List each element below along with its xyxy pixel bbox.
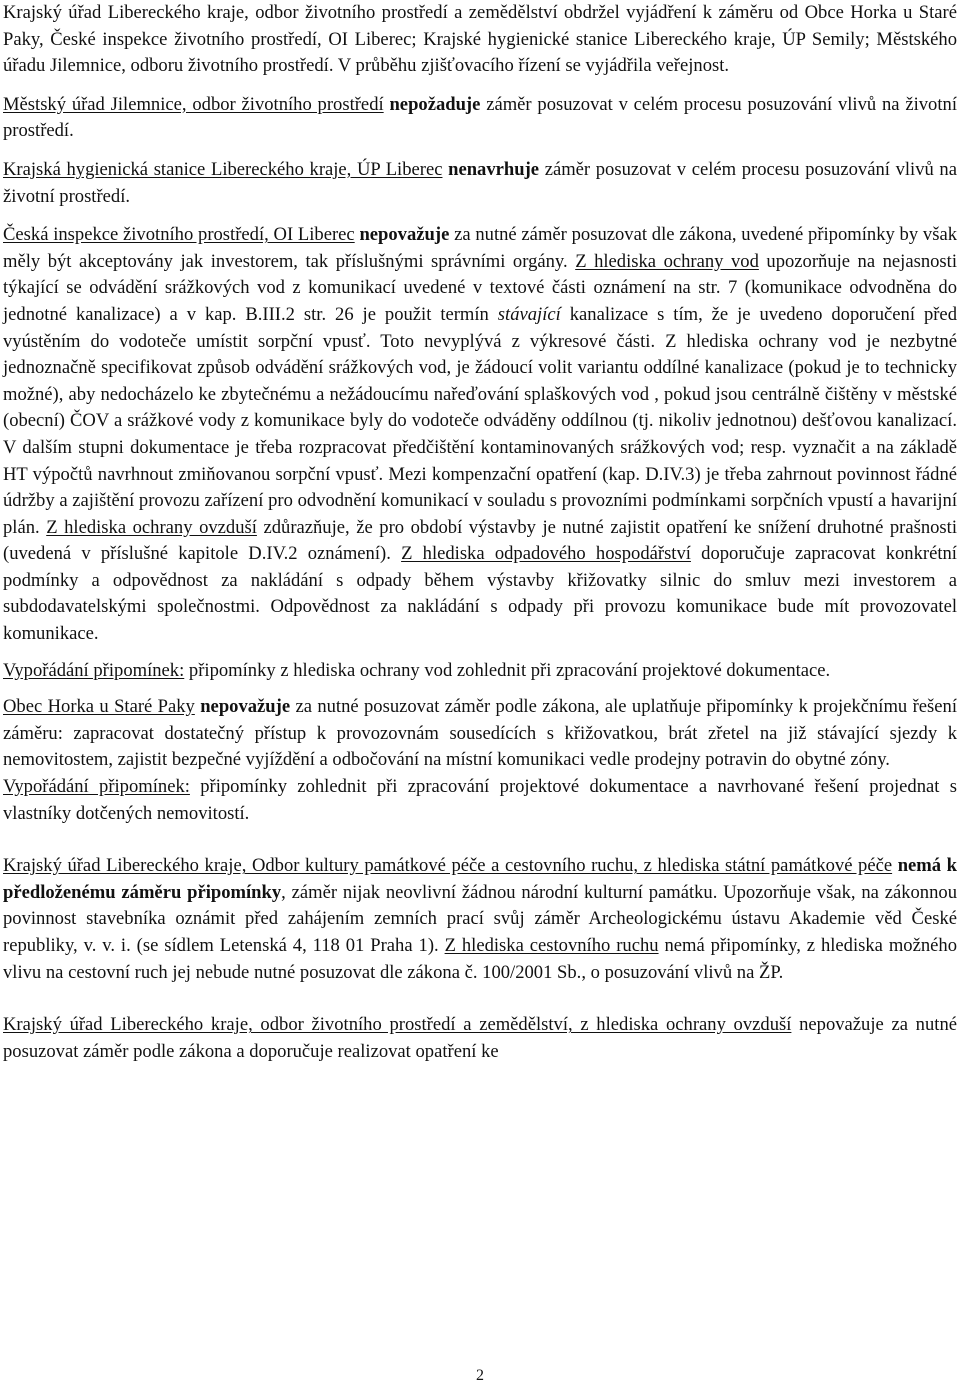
underlined-heading-text: Krajská hygienická stanice Libereckého kraje, ÚP Liberec <box>3 158 443 180</box>
paragraph-gap <box>3 827 957 853</box>
body-text: za nutné záměr posuzovat dle zákona, uvedené připomínky by však měly být akceptovány jak investorem, tak příslušnými správními orgány. <box>3 224 957 272</box>
paragraph-p8 <box>3 853 957 986</box>
paragraph-p4 <box>3 222 957 648</box>
underlined-heading-text: Krajský úřad Libereckého kraje, Odbor kultury památkové péče a cestovního ruchu, z hlediska státní památkové péče <box>3 855 893 877</box>
paragraph-p2 <box>3 92 957 145</box>
body-text: nemá připomínky, z hlediska možného vlivu na cestovní ruch jej nebude nutné posuzovat dle zákona č. 100/2001 Sb., o posuzování vlivů na ŽP. <box>3 935 957 983</box>
paragraph-p7 <box>3 774 957 827</box>
paragraph-gap <box>3 80 957 92</box>
body-text: za nutné posuzovat záměr podle zákona, ale uplatňuje připomínky k projekčnímu řešení záměru: zapracovat dostatečný přístup k provozovnám sousedících s křižovatkou, brát zřetel na již stávající sjezdy k nemovitostem, zajistit bezpečné vyjíždění a odbočování na místní komunikaci vedle prodejny potravin do obytné zóny. <box>3 696 957 771</box>
paragraph-gap <box>3 648 957 658</box>
underlined-heading-text: Z hlediska cestovního ruchu <box>444 935 659 956</box>
underlined-heading-text: Z hlediska odpadového hospodářství <box>401 543 691 565</box>
paragraph-p9 <box>3 1012 957 1065</box>
paragraph-gap <box>3 986 957 1012</box>
body-text: upozorňuje na nejasnosti týkající se odvádění srážkových vod z komunikací uvedené v textové části oznámení na str. 7 (komunikace odvodněna do jednotné kanalizace) a v kap. B.III.2 str. 26 je použit termín <box>3 250 957 325</box>
bold-verdict-text: nemá k předloženému záměru připomínky <box>3 855 958 903</box>
underlined-heading-text: Krajský úřad Libereckého kraje, odbor životního prostředí a zemědělství, z hlediska ochrany ovzduší <box>3 1014 792 1036</box>
bold-verdict-text: nepožaduje <box>389 93 481 115</box>
body-text: nepovažuje za nutné posuzovat záměr podle zákona a doporučuje realizovat opatření ke <box>3 1014 957 1062</box>
underlined-heading-text: Obec Horka u Staré Paky <box>3 696 195 718</box>
paragraph-p5 <box>3 658 957 685</box>
body-text: kanalizace s tím, že je uvedeno doporučení před vyústěním do vodoteče umístit sorpční vpusť. Toto nevyplývá z výkresové části. Z hlediska ochrany vod je nezbytné jednoznačně specifikovat způsob odvádění srážkových vod, je žádoucí volit variantu oddílné kanalizace (pokud je to technicky možné), aby nedocházelo ke zbytečnému a nežádoucímu nařeďování splaškových vod , pokud jsou centrálně čištěny v městské (obecní) ČOV a srážkové vody z komunikace byly do vodoteče odváděny oddílnou (tj. nikoliv jednotnou) dešťovou kanalizací. V dalším stupni dokumentace je třeba rozpracovat předčištění kontaminovaných srážkových vod; resp. vyznačit a na základě HT výpočtů navrhnout zmiňovanou sorpční vpusť. Mezi kompenzační opatření (kap. D.IV.3) je třeba zahrnout povinnost řádné údržby a zajištění provozu zařízení pro odvodnění komunikací v souladu s provozními podmínkami sorpčních vpustí a havarijní plán. <box>3 303 957 538</box>
underlined-heading-text: Vypořádání připomínek: <box>3 659 185 681</box>
body-text: připomínky z hlediska ochrany vod zohlednit při zpracování projektové dokumentace. <box>184 659 831 681</box>
body-text: Krajský úřad Libereckého kraje, odbor životního prostředí a zemědělství obdržel vyjádření k záměru od Obce Horka u Staré Paky, České inspekce životního prostředí, OI Liberec; Krajské hygienické stanice Libereckého kraje, ÚP Semily; Městského úřadu Jilemnice, odboru životního prostředí. V průběhu zjišťovacího řízení se vyjádřila veřejnost. <box>3 2 957 77</box>
page-number: 2 <box>476 1367 484 1384</box>
body-text: , záměr nijak neovlivní žádnou národní kulturní památku. Upozorňuje však, na zákonnou povinnost stavebníka oznámit před zahájením zemních prací svůj záměr Archeologickému ústavu Akademie věd České republiky, v. v. i. (se sídlem Letenská 4, 118 01 Praha 1). <box>3 881 957 956</box>
body-text: zdůrazňuje, že pro období výstavby je nutné zajistit opatření ke snížení druhotné prašnosti (uvedená v příslušné kapitole D.IV.2 oznámení). <box>3 516 958 565</box>
paragraph-p6 <box>3 694 957 774</box>
document-body <box>3 0 957 1065</box>
body-text: doporučuje zapracovat konkrétní podmínky a odpovědnost za nakládání s odpady během výstavby křižovatky silnic do smluv mezi investorem a subdodavatelskými společnostmi. Odpovědnost za nakládání s odpady při provozu komunikace bude mít provozovatel komunikace. <box>3 543 957 645</box>
body-text: záměr posuzovat v celém procesu posuzování vlivů na životní prostředí. <box>3 158 957 207</box>
italic-term-text: stávající <box>497 303 561 325</box>
paragraph-gap <box>3 684 957 694</box>
bold-verdict-text: nepovažuje <box>359 224 450 246</box>
paragraph-gap <box>3 210 957 222</box>
underlined-heading-text: Z hlediska ochrany ovzduší <box>46 516 257 538</box>
bold-verdict-text: nenavrhuje <box>448 158 540 180</box>
underlined-heading-text: Městský úřad Jilemnice, odbor životního prostředí <box>3 93 384 115</box>
underlined-heading-text: Z hlediska ochrany vod <box>575 250 759 272</box>
paragraph-p1 <box>3 0 957 80</box>
body-text: připomínky zohlednit při zpracování projektové dokumentace a navrhované řešení projednat s vlastníky dotčených nemovitostí. <box>3 776 957 824</box>
paragraph-p3 <box>3 157 957 210</box>
underlined-heading-text: Vypořádání připomínek: <box>3 776 190 798</box>
body-text: záměr posuzovat v celém procesu posuzování vlivů na životní prostředí. <box>3 93 957 142</box>
underlined-heading-text: Česká inspekce životního prostředí, OI Liberec <box>3 224 355 246</box>
bold-verdict-text: nepovažuje <box>200 696 291 718</box>
paragraph-gap <box>3 145 957 157</box>
